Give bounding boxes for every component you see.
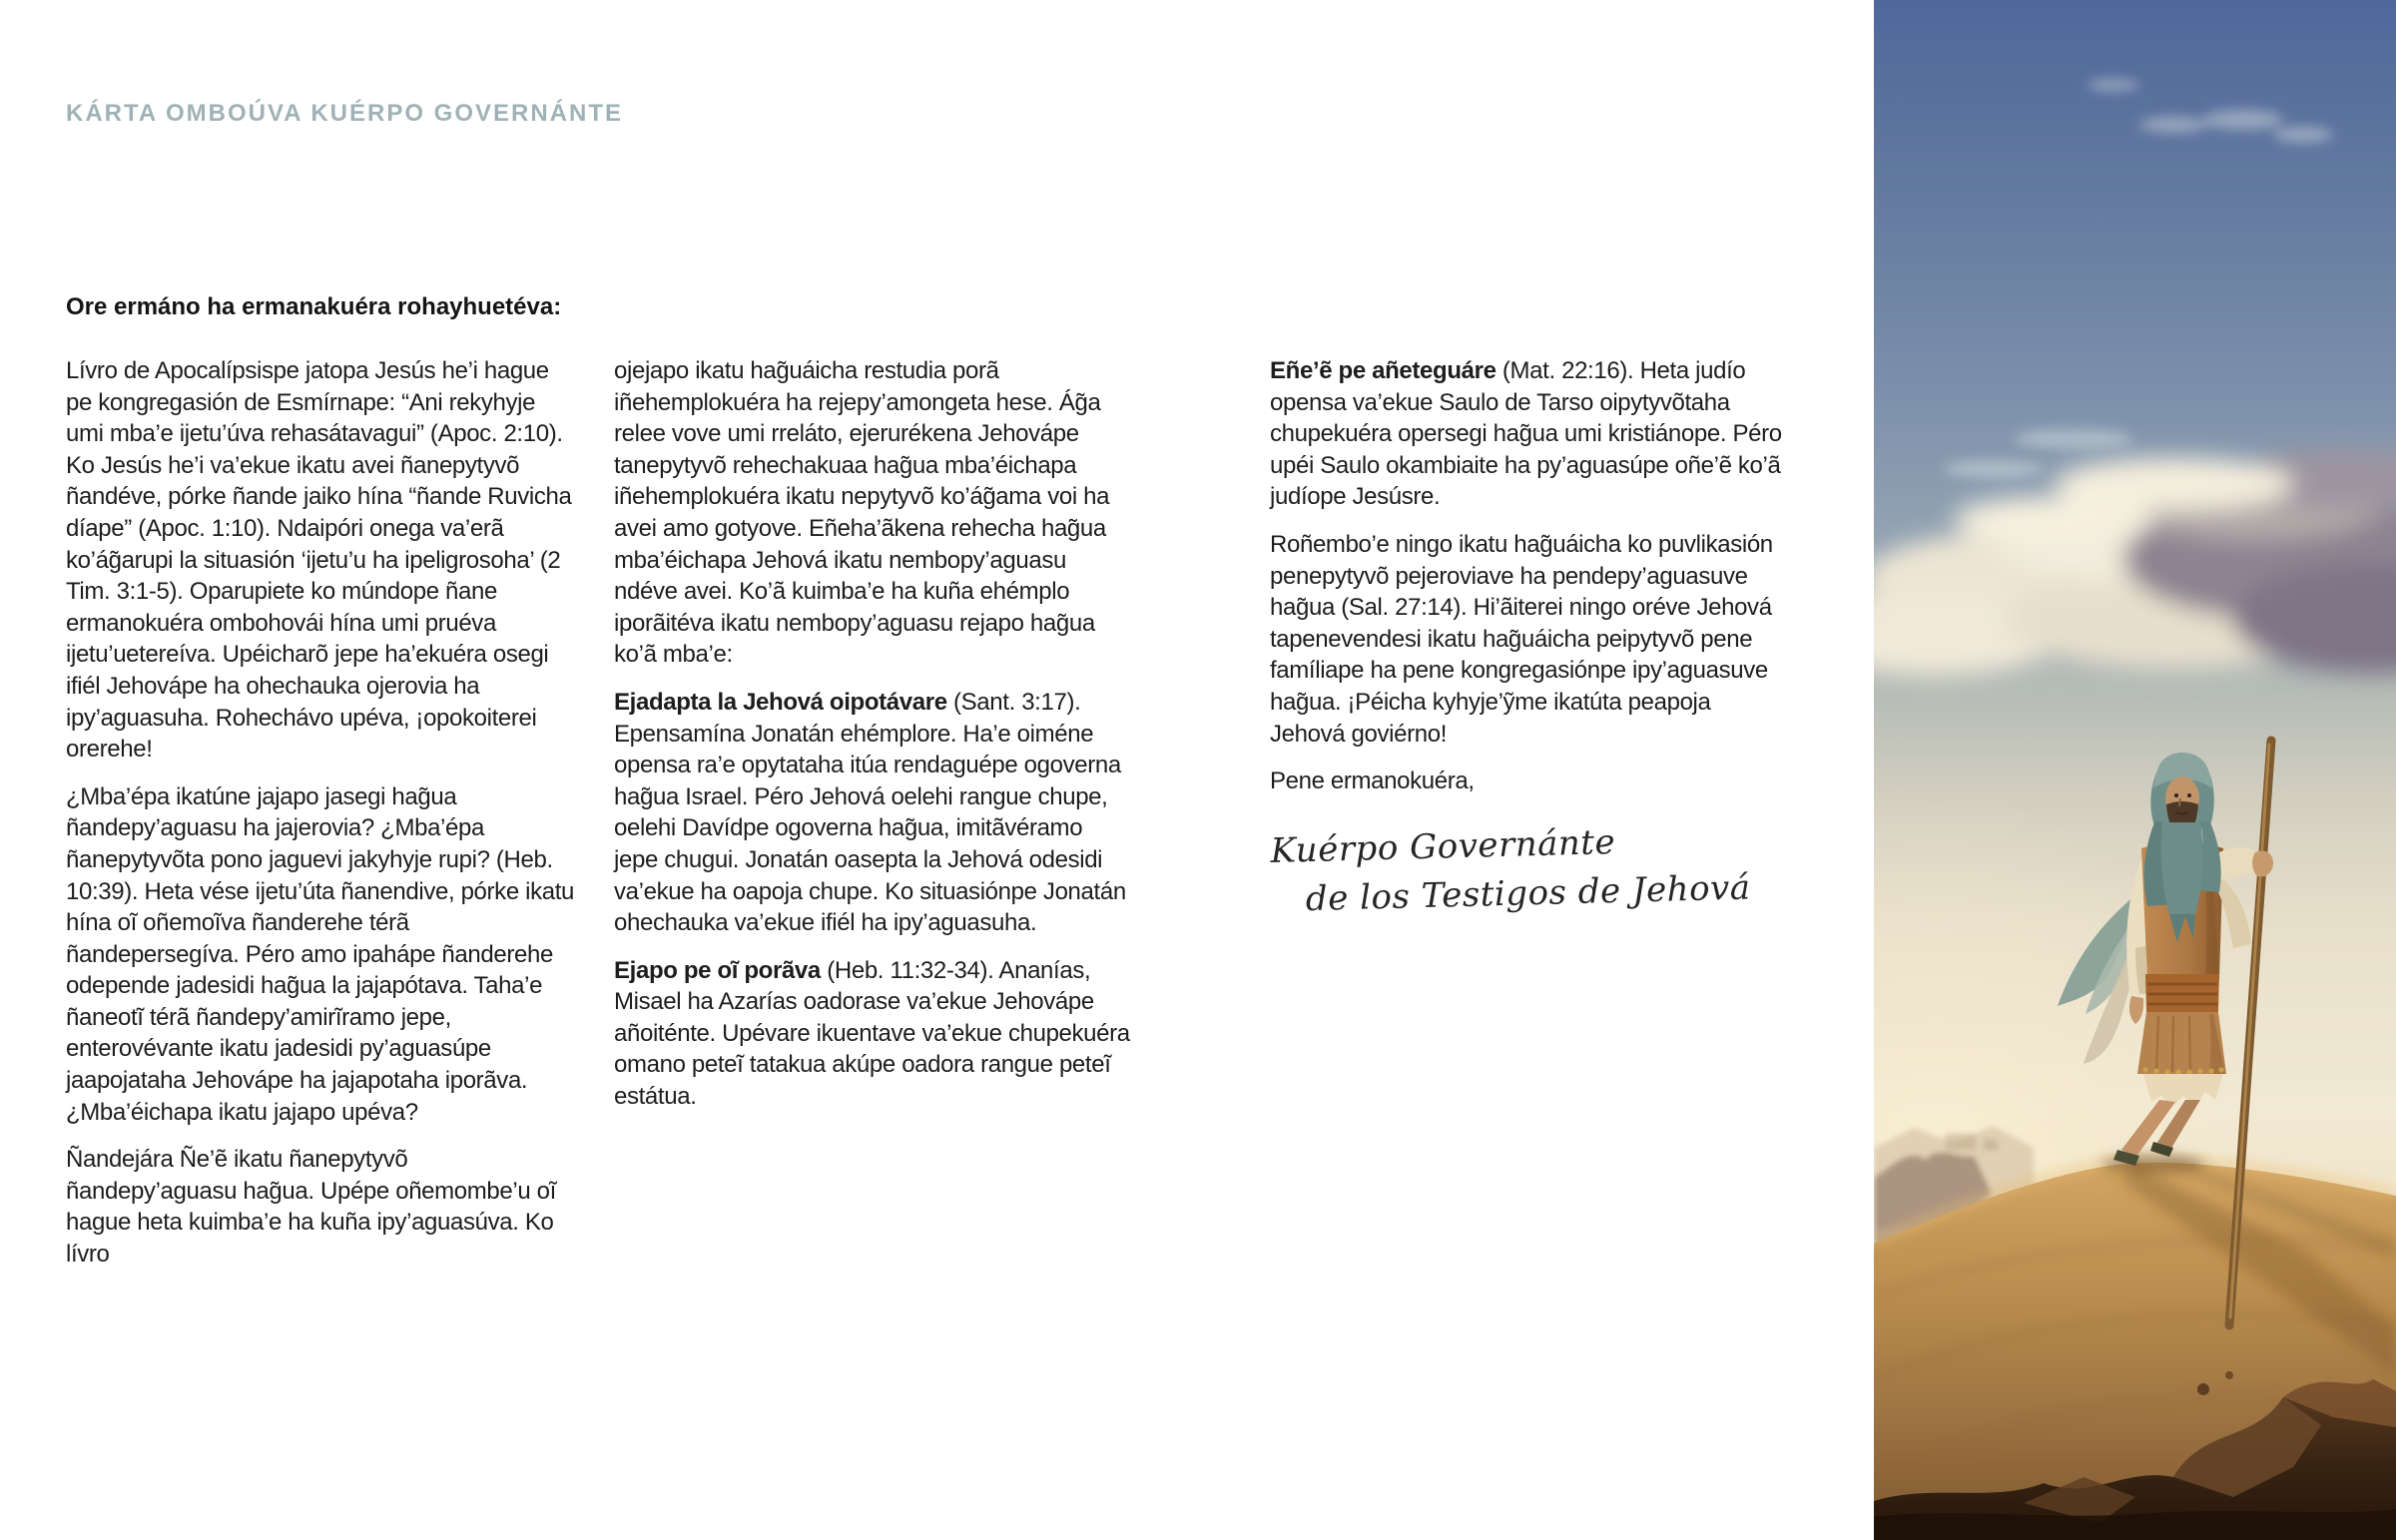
paragraph-lead: Ejadapta la Jehová oipotávare bbox=[614, 688, 947, 716]
scarf-chest bbox=[2161, 822, 2203, 914]
paragraph: Ñandejára Ñe’ẽ ikatu ñanepytyvõ ñandepy’aguasu hag̃ua. Upépe oñemombe’u oĩ hague heta kuimba’e ha kuña ipy’aguasúva. Ko lívro bbox=[66, 1146, 556, 1269]
paragraph-body: (Heb. 11:32-34). Ananías, Misael ha Azarías oadorase va’ekue Jehovápe añoiténte. Upévare ikuentave va’ekue chupekuéra omano peteĩ tatakua akúpe oadora rangue peteĩ estátua. bbox=[614, 956, 1130, 1111]
page-kicker: KÁRTA OMBOÚVA KUÉRPO GOVERNÁNTE bbox=[66, 100, 624, 127]
governing-body-signature bbox=[1270, 813, 1789, 925]
paragraph bbox=[1270, 355, 1787, 513]
salutation: Ore ermáno ha ermanakuéra rohayhuetéva: bbox=[66, 293, 562, 320]
signature-line-2: de los Testigos de Jehová bbox=[1305, 867, 1751, 920]
paragraph: Lívro de Apocalípsispe jatopa Jesús he’i hague pe kongregasión de Esmírnape: “Ani rekyhyje umi mba’e ijetu’úva rehasátavagui” (Apoc. 2:10). Ko Jesús he’i va’ekue ikatu avei ñanepytyvõ ñandéve, pórke ñande jaiko hína “ñande Ruvicha díape” (Apoc. 1:10). Ndaipóri onega va’erã ko’ág̃arupi la situasión ‘ijetu’u ha ipeligrosoha’ (2 Tim. 3:1-5). Oparupiete ko múndope ñane ermanokuéra ombohovái hína umi pruéva ijetu’uetereíva. Upéicharõ jepe ha’ekuéra osegi ifiél Jehovápe ha ohechauka ojerovia ha ipy’aguasuha. Rohechávo upéva, ¡opokoiterei orerehe! bbox=[66, 357, 572, 764]
paragraph: Roñembo’e ningo ikatu hag̃uáicha ko puvlikasión penepytyvõ pejeroviave ha pendepy’aguasuve hag̃ua (Sal. 27:14). Hi’ãiterei ningo oréve Jehová tapenevendesi ikatu hag̃uáicha peipytyvõ pene famíliape ha pene kongregasiónpe ipy’aguasuve hag̃ua. ¡Péicha kyhyje’ỹme ikatúta peapoja Jehová goviérno! bbox=[1270, 530, 1773, 748]
letter-column-1 bbox=[66, 355, 579, 1286]
letter-column-2 bbox=[614, 355, 1131, 1129]
paragraph-body: (Mat. 22:16). Heta judío opensa va’ekue Saulo de Tarso oipytyvõtaha chupekuéra opersegi hag̃ua umi kristiánope. Péro upéi Saulo okambiaite ha py’aguasúpe oñe’ẽ ko’ã judíope Jesúsre. bbox=[1270, 357, 1782, 511]
closing-line: Pene ermanokuéra, bbox=[1270, 768, 1475, 795]
paragraph bbox=[614, 955, 1131, 1113]
paragraph-body: (Sant. 3:17). Epensamína Jonatán ehémplore. Ha’e oiméne opensa ra’e opytataha itúa rendaguépe ogoverna hag̃ua Israel. Péro Jehová oelehi rangue chupe, oelehi Davídpe ogoverna hag̃ua, imitãvéramo jepe chugui. Jonatán oasepta la Jehová odesidi va’ekue ha oapoja chupe. Ko situasiónpe Jonatán ohechauka va’ekue ifiél ha ipy’aguasuha. bbox=[614, 688, 1126, 937]
paragraph: ojejapo ikatu hag̃uáicha restudia porã iñehemplokuéra ha rejepy’amongeta hese. Ág̃a relee vove umi rreláto, ejerurékena Jehovápe tanepytyvõ rehechakuaa hag̃ua mba’éichapa iñehemplokuéra ikatu nepytyvõ ko’ág̃ama voi ha avei amo gotyove. Eñeha’ãkena rehecha hag̃ua mba’éichapa Jehová ikatu nembopy’aguasu ndéve avei. Ko’ã kuimba’e ha kuña ehémplo iporãitéva ikatu nembopy’aguasu rejapo hag̃ua ko’ã mba’e: bbox=[614, 357, 1110, 669]
letter-column-3 bbox=[1270, 355, 1787, 925]
paragraph-lead: Ejapo pe oĩ porãva bbox=[614, 956, 821, 984]
paragraph: ¿Mba’épa ikatúne jajapo jasegi hag̃ua ñandepy’aguasu ha jajerovia? ¿Mba’épa ñanepytyvõta pono jaguevi jakyhyje rupi? (Heb. 10:39). Heta vése ijetu’úta ñanendive, pórke ikatu hína oĩ oñemoĩva ñanderehe térã ñandepersegíva. Péro amo ipahápe ñanderehe odepende jadesidi hag̃ua la jajapótava. Taha’e ñaneotĩ térã ñandepy’amirĩramo jepe, enterovévante ikatu jadesidi py’aguasúpe jaapojataha Jehovápe ha jajapotaha iporãva. ¿Mba’éichapa ikatu jajapo upéva? bbox=[66, 782, 575, 1126]
paragraph-lead: Eñe’ẽ pe añeteguáre bbox=[1270, 357, 1497, 384]
signature-line-1: Kuérpo Governánte bbox=[1270, 821, 1616, 871]
paragraph bbox=[614, 687, 1131, 939]
prophet-illustration bbox=[1874, 0, 2396, 1540]
